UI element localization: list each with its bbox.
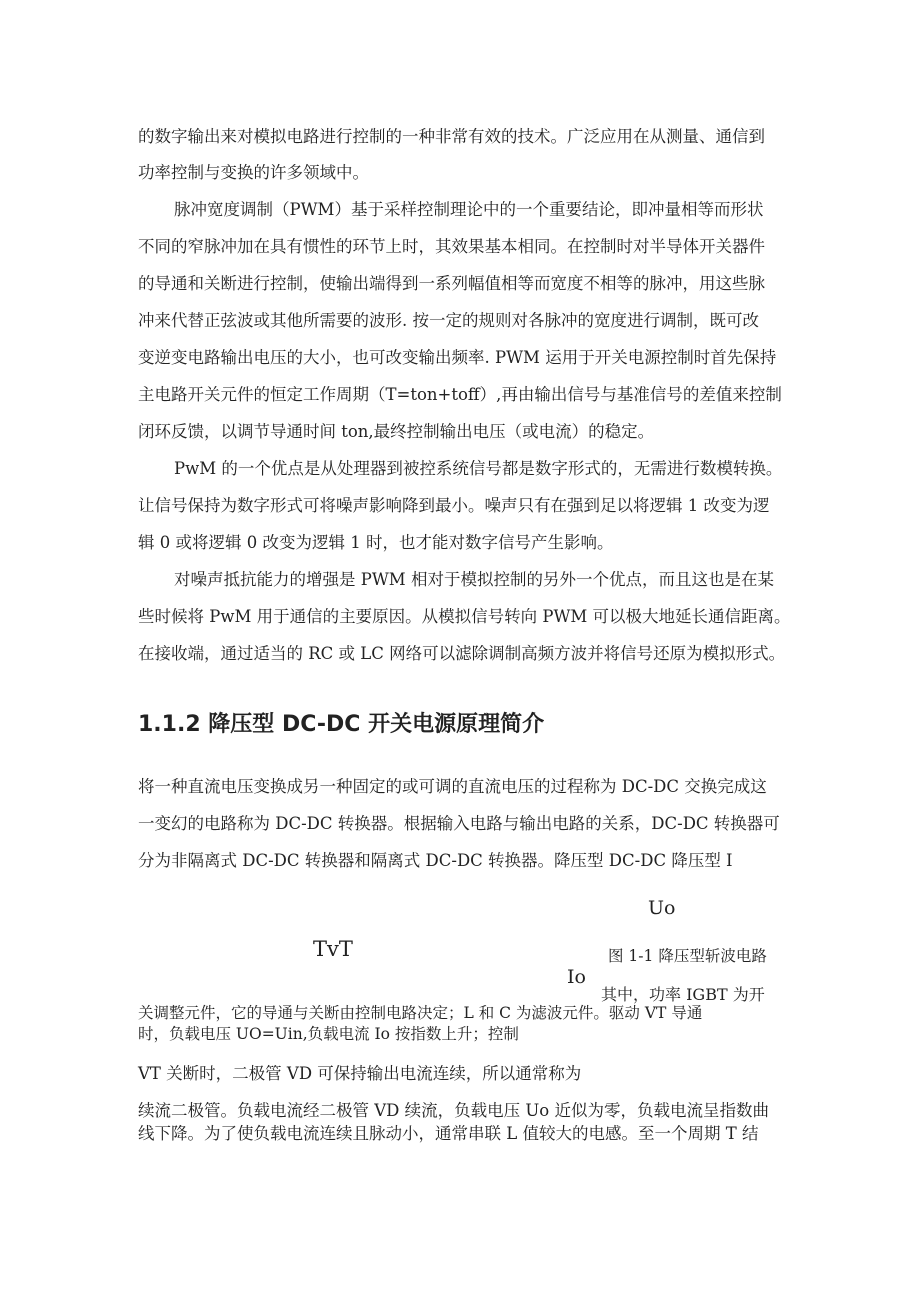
text-line: 的数字输出来对模拟电路进行控制的一种非常有效的技术。广泛应用在从测量、通信到: [138, 127, 765, 146]
text-line: 的导通和关断进行控制，使输出端得到一系列幅值相等而宽度不相等的脉冲，用这些脉: [138, 274, 765, 293]
text-line: VT 关断时，二极管 VD 可保持输出电流连续，所以通常称为: [138, 1064, 582, 1083]
figure-label-uo: Uo: [648, 897, 676, 919]
section-heading: 1.1.2 降压型 DC-DC 开关电源原理简介: [138, 712, 545, 737]
text-line: 闭环反馈，以调节导通时间 ton,最终控制输出电压（或电流）的稳定。: [138, 422, 655, 441]
text-line: 些时候将 PwM 用于通信的主要原因。从模拟信号转向 PWM 可以极大地延长通信距离。: [138, 607, 791, 626]
text-line: 线下降。为了使负载电流连续且脉动小，通常串联 L 值较大的电感。至一个周期 T 结: [138, 1124, 759, 1143]
text-line: 主电路开关元件的恒定工作周期（T=ton+toff）,再由输出信号与基准信号的差值来控制: [138, 385, 782, 404]
figure-note: 其中，功率 IGBT 为开: [601, 985, 765, 1004]
text-line: 不同的窄脉冲加在具有惯性的环节上时，其效果基本相同。在控制时对半导体开关器件: [138, 237, 765, 256]
figure-caption: 图 1-1 降压型斩波电路: [608, 947, 767, 965]
text-line: 让信号保持为数字形式可将噪声影响降到最小。噪声只有在强到足以将逻辑 1 改变为逻: [138, 496, 770, 515]
text-line: 辑 0 或将逻辑 0 改变为逻辑 1 时，也才能对数字信号产生影响。: [138, 533, 614, 552]
figure-label-io: Io: [567, 966, 586, 988]
text-line: 脉冲宽度调制（PWM）基于采样控制理论中的一个重要结论，即冲量相等而形状: [174, 200, 764, 219]
text-line: 对噪声抵抗能力的增强是 PWM 相对于模拟控制的另外一个优点，而且这也是在某: [174, 570, 774, 589]
text-line: 在接收端，通过适当的 RC 或 LC 网络可以滤除调制高频方波并将信号还原为模拟形式。: [138, 644, 786, 663]
text-line: 将一种直流电压变换成另一种固定的或可调的直流电压的过程称为 DC-DC 交换完成这: [138, 777, 767, 796]
text-line: 冲来代替正弦波或其他所需要的波形. 按一定的规则对各脉冲的宽度进行调制，既可改: [138, 311, 759, 330]
text-line: 分为非隔离式 DC-DC 转换器和隔离式 DC-DC 转换器。降压型 DC-DC 降压型 I: [138, 851, 733, 870]
text-line: PwM 的一个优点是从处理器到被控系统信号都是数字形式的，无需进行数模转换。: [174, 459, 783, 478]
figure-label-tvt: TvT: [313, 937, 353, 961]
text-line: 时，负载电压 UO=Uin,负载电流 Io 按指数上升；控制: [138, 1025, 519, 1043]
text-line: 关调整元件，它的导通与关断由控制电路决定；L 和 C 为滤波元件。驱动 VT 导通: [138, 1004, 703, 1022]
text-line: 续流二极管。负载电流经二极管 VD 续流，负载电压 Uo 近似为零，负载电流呈指数曲: [138, 1101, 769, 1120]
text-line: 变逆变电路输出电压的大小，也可改变输出频率. PWM 运用于开关电源控制时首先保持: [138, 348, 777, 367]
text-line: 一变幻的电路称为 DC-DC 转换器。根据输入电路与输出电路的关系，DC-DC 转换器可: [138, 814, 780, 833]
text-line: 功率控制与变换的许多领域中。: [138, 163, 369, 182]
